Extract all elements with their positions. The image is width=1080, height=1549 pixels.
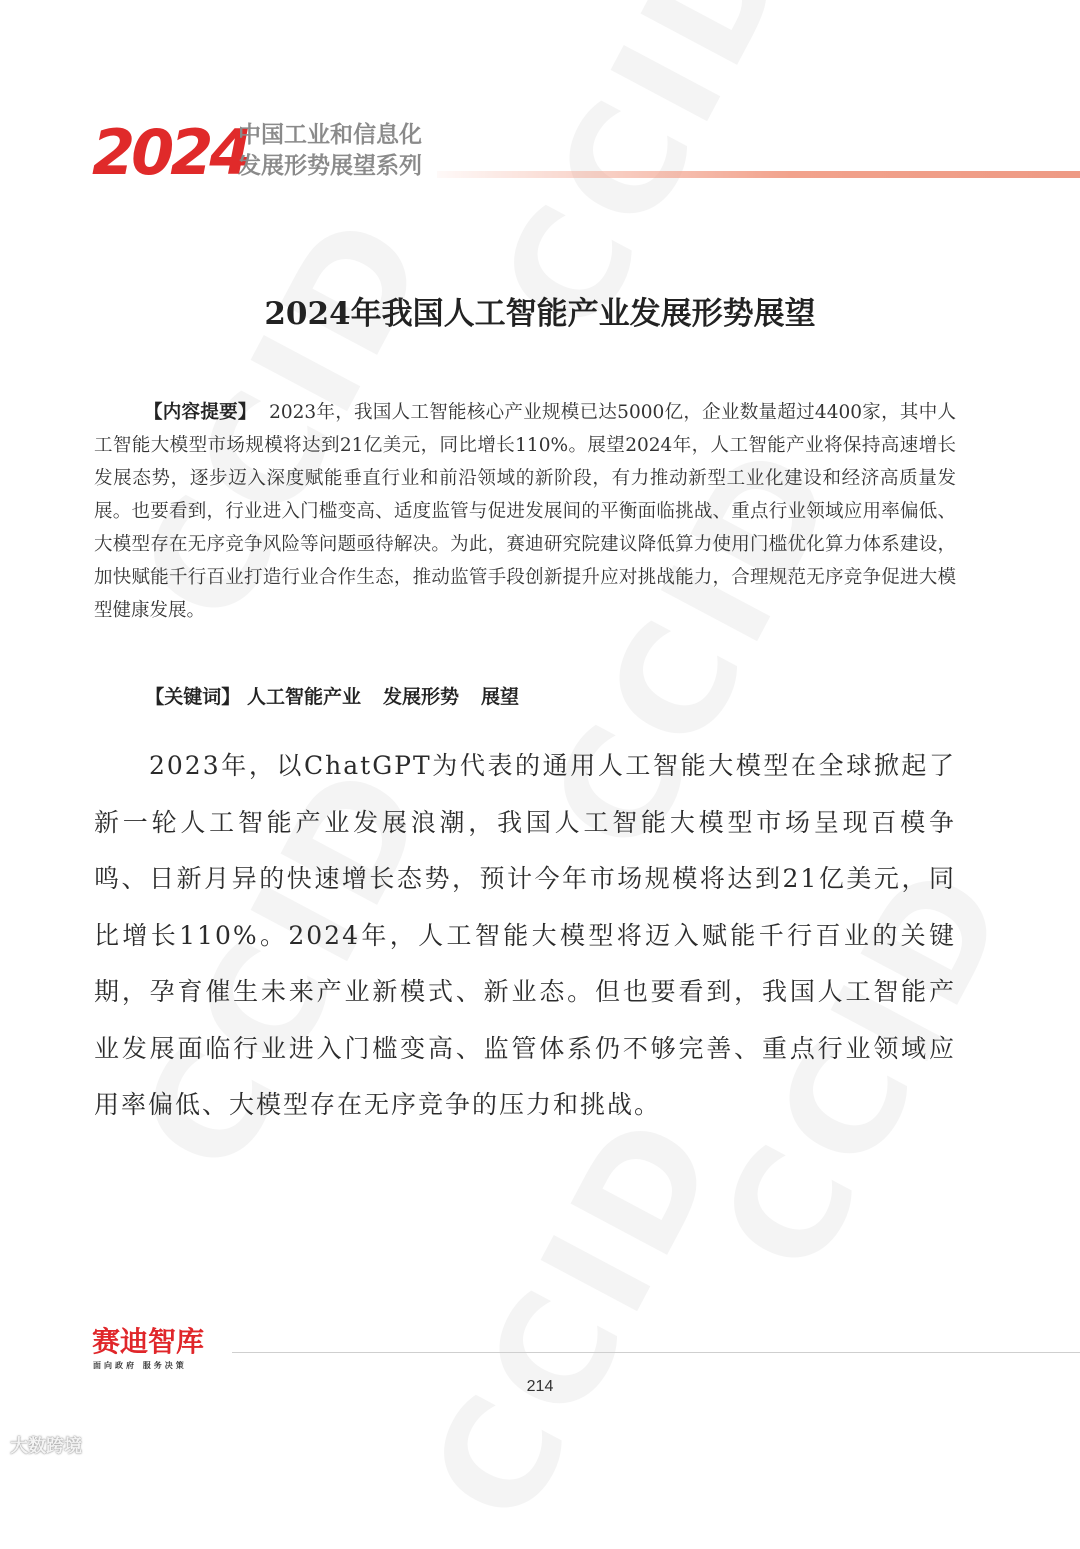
page-number: 214 [526,1378,554,1395]
abstract-label: 【内容提要】 [143,402,257,423]
abstract-text: 2023年，我国人工智能核心产业规模已达5000亿，企业数量超过4400家，其中人工智能大模型市场规模将达到21亿美元，同比增长110%。展望2024年，人工智能产业将保持高速增长发展态势，逐步迈入深度赋能垂直行业和前沿领域的新阶段，有力推动新型工业化建设和经济高质量发展。也要看到，行业进入门槛变高、适度监管与促进发展间的平衡面临挑战、重点行业领域应用率偏低、大模型存在无序竞争风险等问题亟待解决。为此，赛迪研究院建议降低算力使用门槛优化算力体系建设，加快赋能千行百业打造行业合作生态，推动监管手段创新提升应对挑战能力，合理规范无序竞争促进大模型健康发展。 [94,402,956,621]
keyword-item: 展望 [480,686,519,708]
page-header [92,118,1080,198]
footer-slogan: 面向政府 服务决策 [93,1361,187,1370]
body-paragraph: 2023年，以ChatGPT为代表的通用人工智能大模型在全球掀起了新一轮人工智能产业发展浪潮，我国人工智能大模型市场呈现百模争鸣、日新月异的快速增长态势，预计今年市场规模将达到21亿美元，同比增长110%。2024年，人工智能大模型将迈入赋能千行百业的关键期，孕育催生未来产业新模式、新业态。但也要看到，我国人工智能产业发展面临行业进入门槛变高、监管体系仍不够完善、重点行业领域应用率偏低、大模型存在无序竞争的压力和挑战。 [94,751,956,1119]
keyword-item: 发展形势 [382,686,459,708]
series-title [238,120,422,182]
abstract [94,396,956,627]
series-title-line2: 发展形势展望系列 [238,153,422,179]
page-title: 2024年我国人工智能产业发展形势展望 [264,296,816,332]
header-divider [437,171,1080,178]
year-logo: 2024 [92,116,249,189]
watermark-ccid [398,1085,755,1549]
source-watermark: 大数跨境 [10,1436,82,1457]
keywords-label: 【关键词】 [145,686,241,708]
keyword-item: 人工智能产业 [246,686,361,708]
series-title-line1: 中国工业和信息化 [238,122,422,148]
keywords [94,680,956,714]
ccid-think-tank-logo: 赛迪智库 [92,1325,205,1358]
footer-divider [232,1352,1080,1353]
